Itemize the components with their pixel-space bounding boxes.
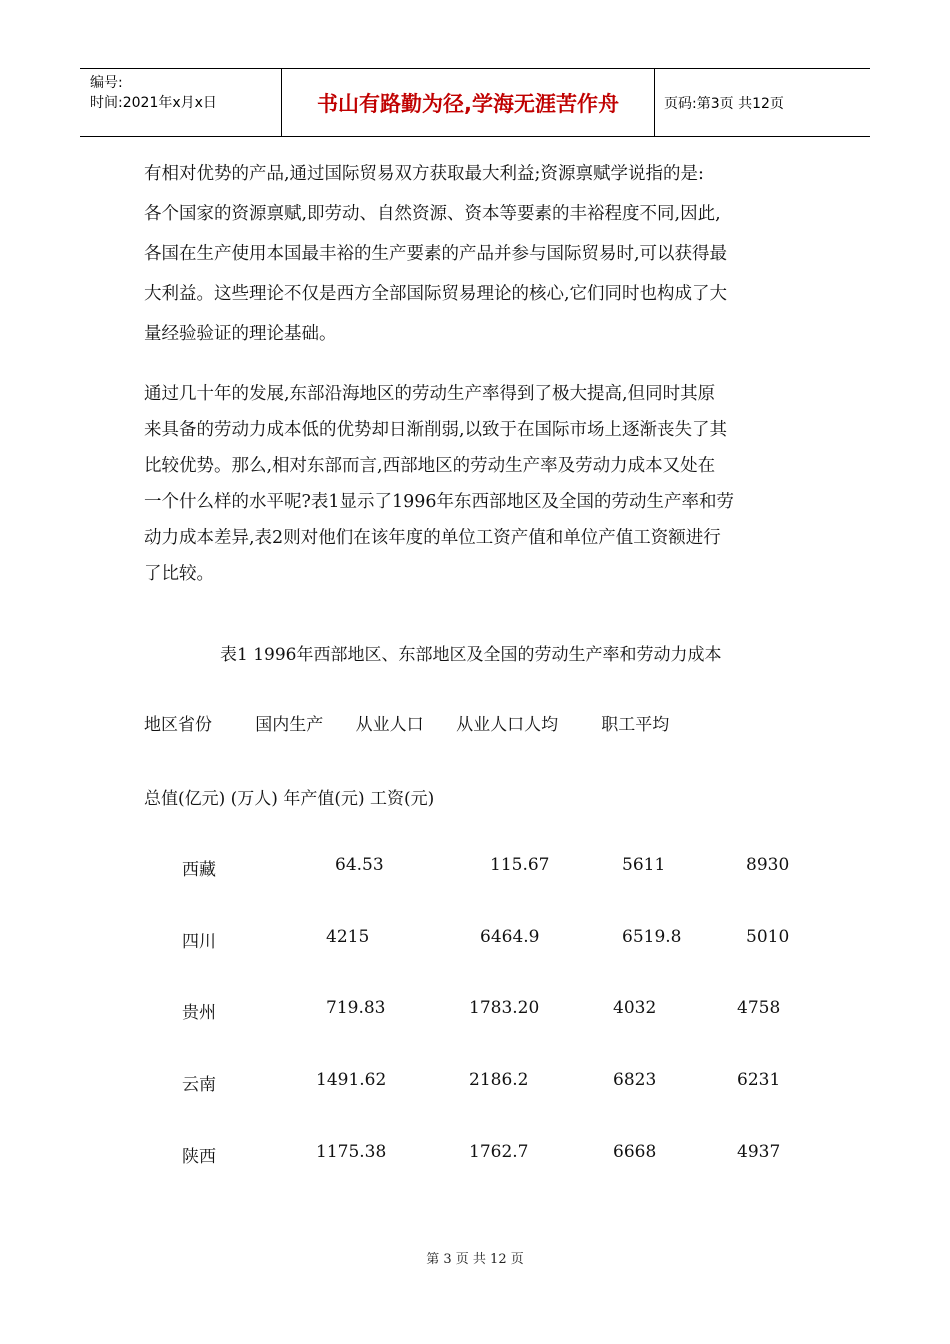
- table-cell-output-per-capita: 6668: [613, 1142, 657, 1162]
- table-cell-output-per-capita: 6519.8: [622, 927, 682, 947]
- table-cell-output-per-capita: 6823: [613, 1070, 657, 1090]
- table-cell-average-wage: 5010: [746, 927, 790, 947]
- table-cell-employment: 6464.9: [480, 927, 540, 947]
- paragraph-line: 动力成本差异,表2则对他们在该年度的单位工资产值和单位产值工资额进行: [144, 528, 721, 548]
- paragraph-line: 各个国家的资源禀赋,即劳动、自然资源、资本等要素的丰裕程度不同,因此,: [144, 204, 721, 224]
- table-cell-output-per-capita: 4032: [613, 998, 657, 1018]
- paragraph-line: 一个什么样的水平呢?表1显示了1996年东西部地区及全国的劳动生产率和劳: [144, 492, 735, 512]
- table-cell-average-wage: 4758: [737, 998, 781, 1018]
- document-time-label: 时间:2021年x月x日: [90, 95, 217, 111]
- header-motto: 书山有路勤为径,学海无涯苦作舟: [281, 69, 655, 136]
- table-cell-region: 陕西: [182, 1147, 216, 1167]
- paragraph-line: 通过几十年的发展,东部沿海地区的劳动生产率得到了极大提高,但同时其原: [144, 384, 716, 404]
- table-cell-employment: 1762.7: [469, 1142, 529, 1162]
- paragraph-line: 来具备的劳动力成本低的优势却日渐削弱,以致于在国际市场上逐渐丧失了其: [144, 420, 728, 440]
- table-cell-average-wage: 6231: [737, 1070, 781, 1090]
- table-cell-gdp: 719.83: [326, 998, 386, 1018]
- page-header: [80, 68, 870, 137]
- table-cell-employment: 2186.2: [469, 1070, 529, 1090]
- paragraph-line: 大利益。这些理论不仅是西方全部国际贸易理论的核心,它们同时也构成了大: [144, 284, 728, 304]
- table-header-line-1: 地区省份 国内生产 从业人口 从业人口人均 职工平均: [144, 715, 670, 735]
- page-footer: 第 3 页 共 12 页: [426, 1252, 524, 1267]
- paragraph-line: 比较优势。那么,相对东部而言,西部地区的劳动生产率及劳动力成本又处在: [144, 456, 716, 476]
- table-cell-average-wage: 4937: [737, 1142, 781, 1162]
- paragraph-line: 各国在生产使用本国最丰裕的生产要素的产品并参与国际贸易时,可以获得最: [144, 244, 728, 264]
- table-cell-region: 云南: [182, 1075, 216, 1095]
- table-cell-region: 贵州: [182, 1003, 216, 1023]
- header-page-label: 页码:第3页 共12页: [664, 96, 784, 112]
- table-cell-region: 四川: [182, 932, 216, 952]
- table-cell-employment: 115.67: [490, 855, 550, 875]
- table-header-line-2: 总值(亿元) (万人) 年产值(元) 工资(元): [144, 789, 435, 809]
- table-cell-gdp: 4215: [326, 927, 370, 947]
- document-code-label: 编号:: [90, 75, 123, 91]
- table-cell-output-per-capita: 5611: [622, 855, 666, 875]
- table-caption: 表1 1996年西部地区、东部地区及全国的劳动生产率和劳动力成本: [220, 645, 722, 665]
- table-cell-gdp: 1175.38: [316, 1142, 387, 1162]
- table-cell-gdp: 64.53: [335, 855, 384, 875]
- table-cell-employment: 1783.20: [469, 998, 540, 1018]
- table-cell-gdp: 1491.62: [316, 1070, 387, 1090]
- paragraph-line: 有相对优势的产品,通过国际贸易双方获取最大利益;资源禀赋学说指的是:: [144, 164, 704, 184]
- table-cell-average-wage: 8930: [746, 855, 790, 875]
- paragraph-line: 量经验验证的理论基础。: [144, 324, 337, 344]
- table-cell-region: 西藏: [182, 860, 216, 880]
- header-meta: [90, 69, 280, 136]
- paragraph-line: 了比较。: [144, 564, 214, 584]
